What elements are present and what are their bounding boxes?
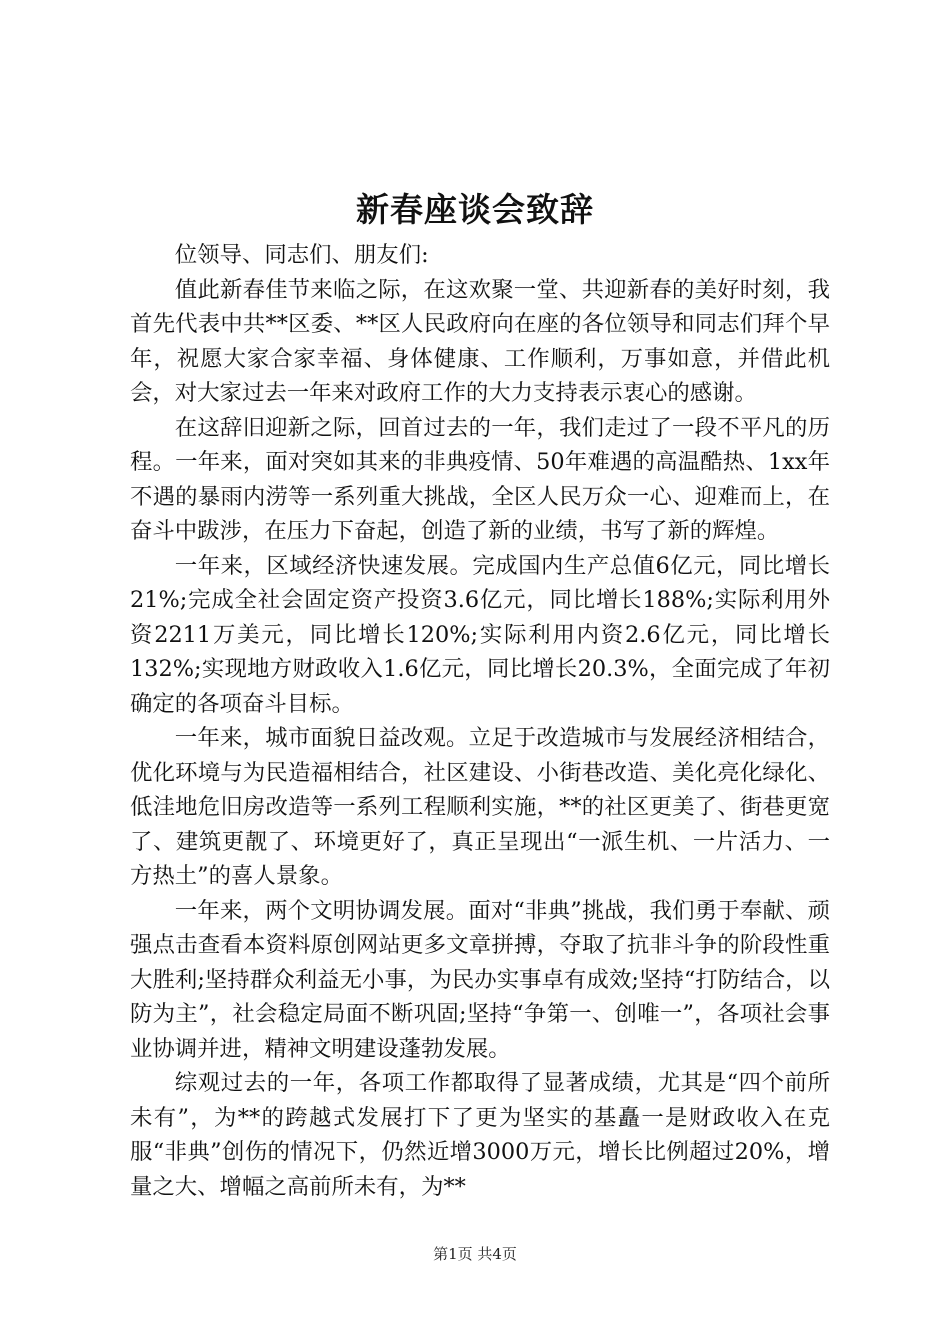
document-body — [130, 238, 830, 1204]
paragraph: 一年来，城市面貌日益改观。立足于改造城市与发展经济相结合，优化环境与为民造福相结合，社区建设、小街巷改造、美化亮化绿化、低洼地危旧房改造等一系列工程顺利实施，**的社区更美了、街巷更宽了、建筑更靓了、环境更好了，真正呈现出“一派生机、一片活力、一方热土”的喜人景象。 — [130, 725, 830, 889]
paragraph: 一年来，区域经济快速发展。完成国内生产总值6亿元，同比增长21%;完成全社会固定资产投资3.6亿元，同比增长188%;实际利用外资2211万美元，同比增长120%;实际利用内资2.6亿元，同比增长132%;实现地方财政收入1.6亿元，同比增长20.3%，全面完成了年初确定的各项奋斗目标。 — [130, 552, 830, 717]
paragraph: 综观过去的一年，各项工作都取得了显著成绩，尤其是“四个前所未有”，为**的跨越式发展打下了更为坚实的基矗一是财政收入在克服“非典”创伤的情况下，仍然近增3000万元，增长比例超过20%，增量之大、增幅之高前所未有，为** — [130, 1070, 830, 1200]
paragraph: 一年来，两个文明协调发展。面对“非典”挑战，我们勇于奉献、顽强点击查看本资料原创网站更多文章拼搏，夺取了抗非斗争的阶段性重大胜利;坚持群众利益无小事，为民办实事卓有成效;坚持“打防结合，以防为主”，社会稳定局面不断巩固;坚持“争第一、创唯一”，各项社会事业协调并进，精神文明建设蓬勃发展。 — [130, 897, 830, 1062]
greeting-line: 位领导、同志们、朋友们: — [174, 242, 429, 268]
paragraph: 在这辞旧迎新之际，回首过去的一年，我们走过了一段不平凡的历程。一年来，面对突如其来的非典疫情、50年难遇的高温酷热、1xx年不遇的暴雨内涝等一系列重大挑战，全区人民万众一心、迎难而上，在奋斗中跋涉，在压力下奋起，创造了新的业绩，书写了新的辉煌。 — [130, 414, 830, 544]
document-title: 新春座谈会致辞 — [356, 190, 594, 229]
page-number-footer: 第1页 共4页 — [433, 1245, 517, 1263]
paragraph: 值此新春佳节来临之际，在这欢聚一堂、共迎新春的美好时刻，我首先代表中共**区委、**区人民政府向在座的各位领导和同志们拜个早年，祝愿大家合家幸福、身体健康、工作顺利，万事如意，并借此机会，对大家过去一年来对政府工作的大力支持表示衷心的感谢。 — [130, 276, 830, 406]
